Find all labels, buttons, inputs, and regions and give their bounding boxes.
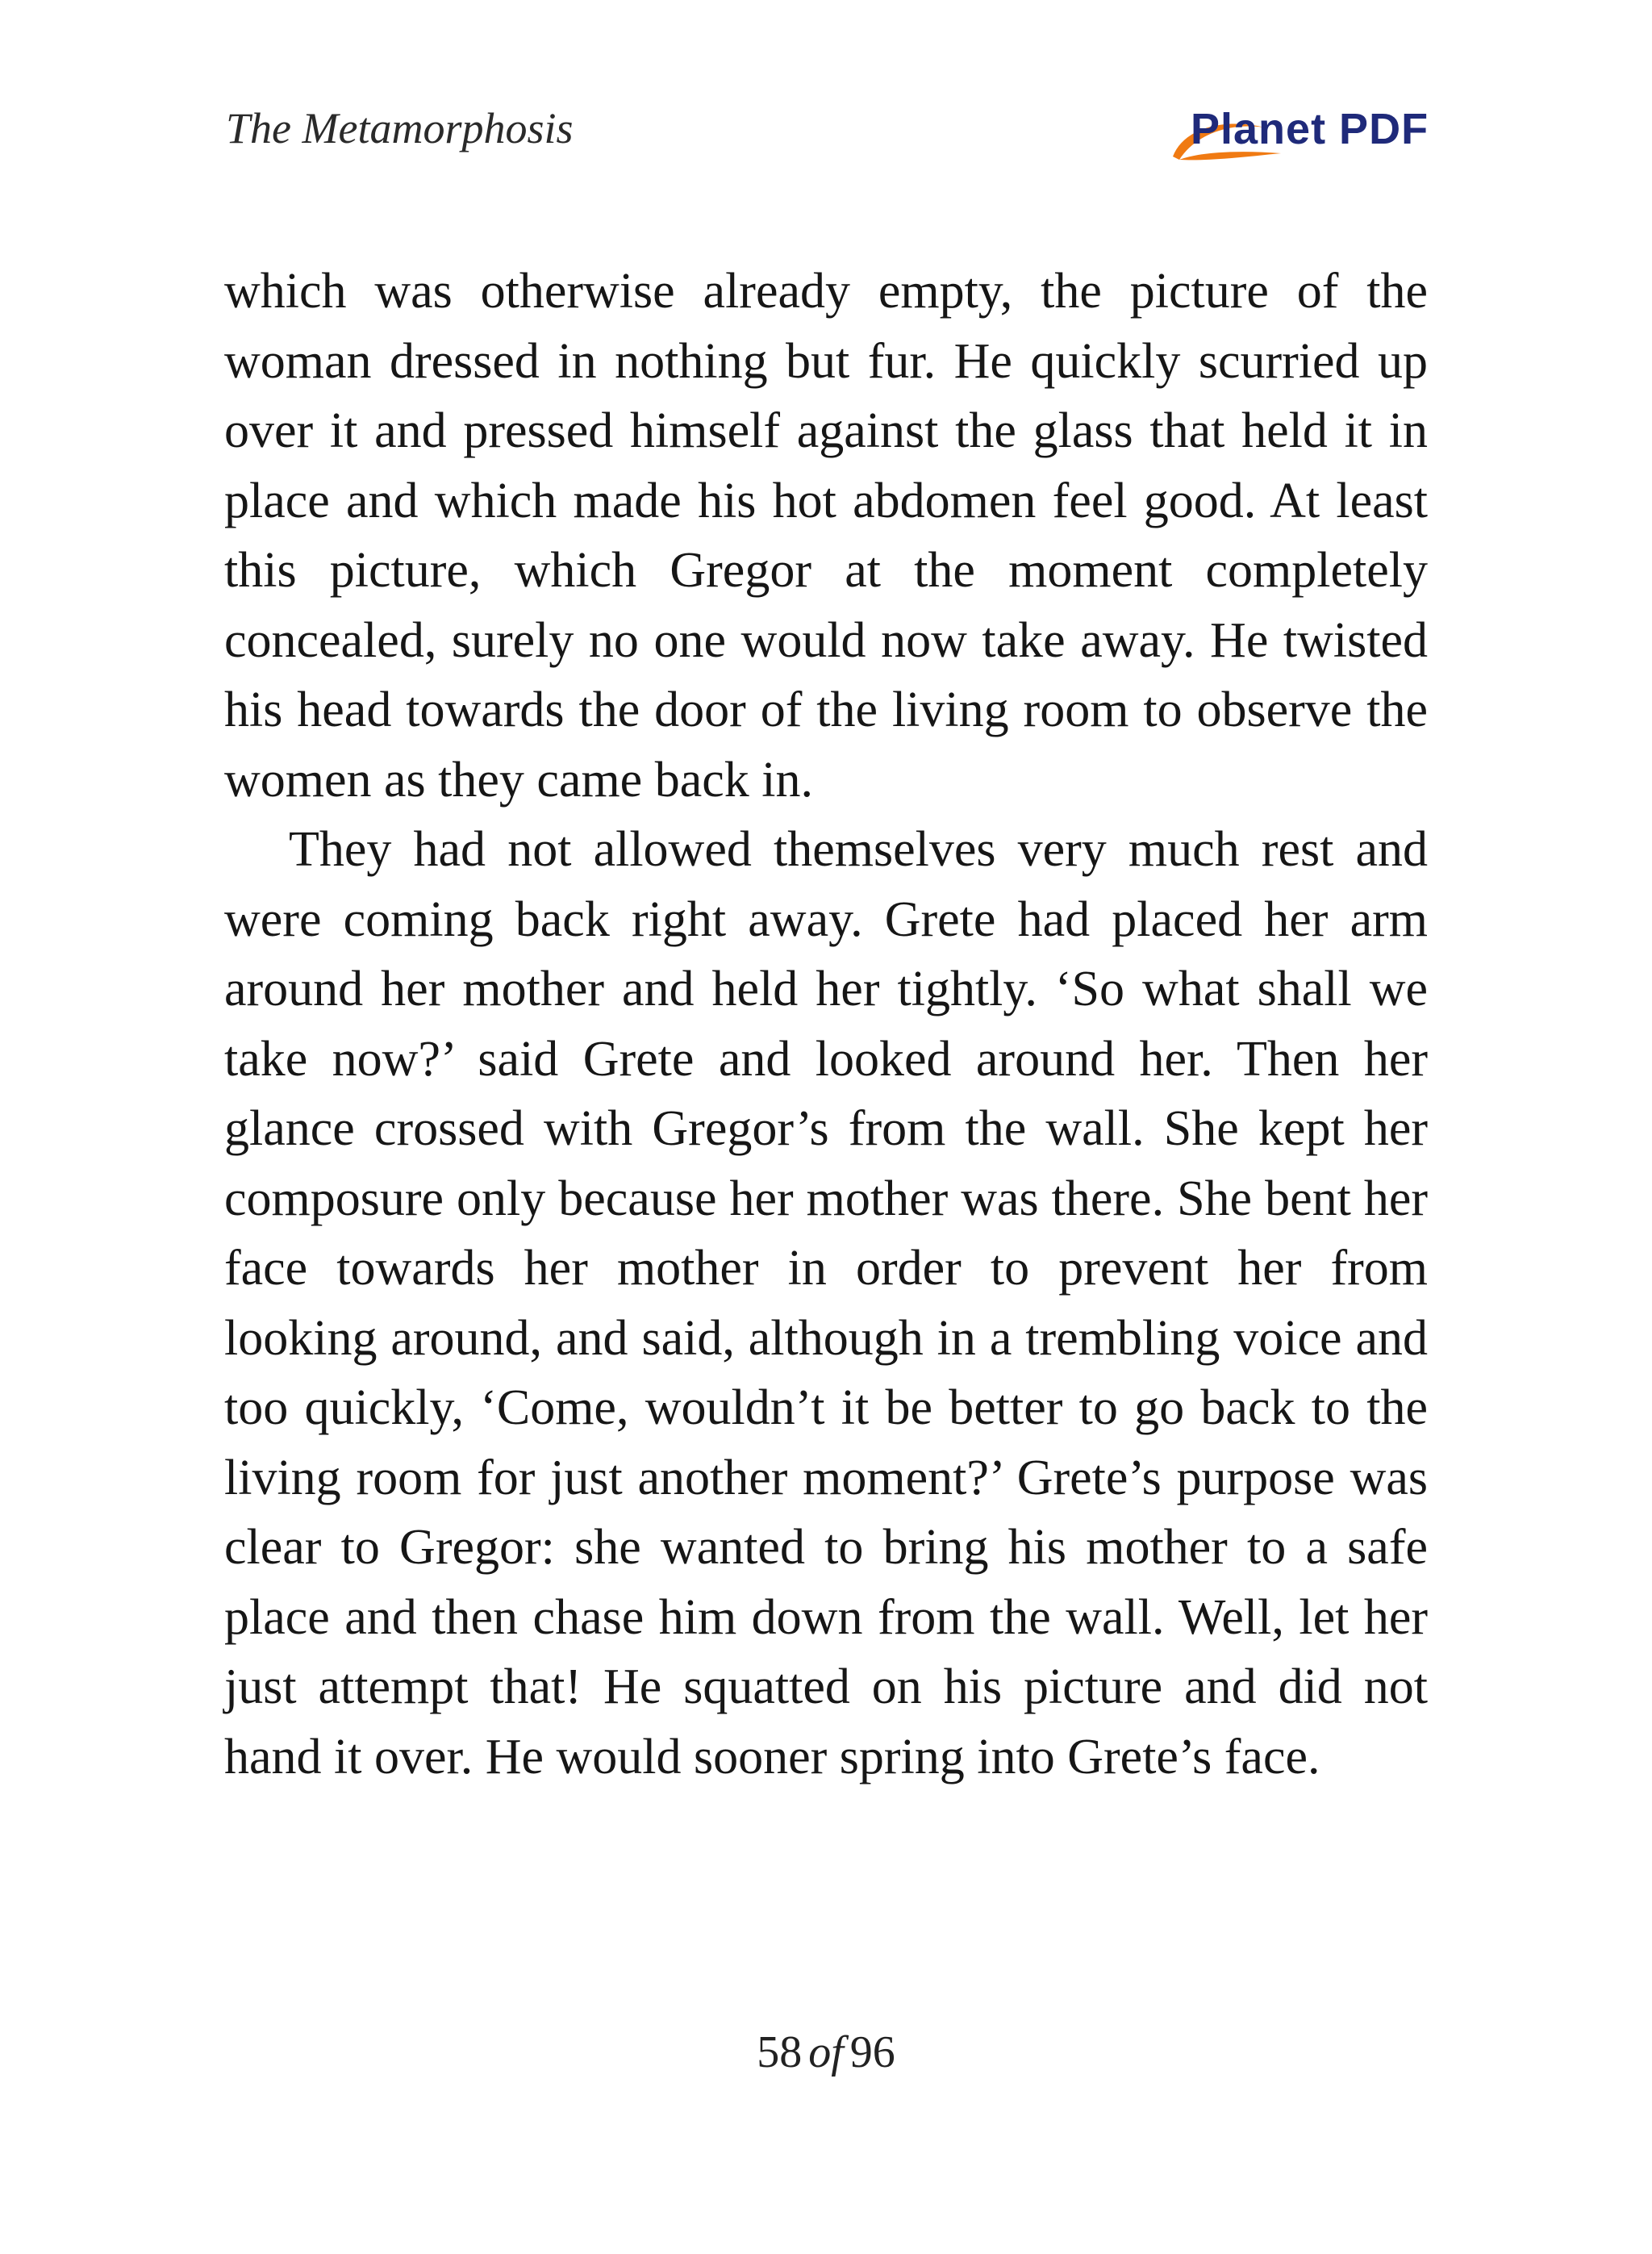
paragraph-2: They had not allowed themselves very much rest and were coming back right away. Grete had placed her arm around her mother and held her tightly. ‘So what shall we take now?’ said Grete and looked around her. Then her glance crossed with Gregor’s from the wall. She kept her composure only because her mother was there. She bent her face towards her mother in order to prevent her from looking around, and said, although in a trembling voice and too quickly, ‘Come, wouldn’t it be better to go back to the living room for just another moment?’ Grete’s purpose was clear to Gregor: she wanted to bring his mother to a safe place and then chase him down from the wall. Well, let her just attempt that! He squatted on his picture and did not hand it over. He would sooner spring into Grete’s face. [224, 822, 1428, 1784]
total-pages: 96 [849, 2027, 895, 2077]
page-body [224, 257, 1428, 1792]
current-page: 58 [757, 2027, 803, 2077]
book-title: The Metamorphosis [226, 104, 574, 152]
of-word: of [808, 2027, 844, 2077]
planet-pdf-logo [1168, 103, 1434, 168]
page-number [0, 2027, 1652, 2078]
logo-text: Planet PDF [1191, 105, 1429, 153]
paragraph-1: which was otherwise already empty, the picture of the woman dressed in nothing but fur. He quickly scurried up over it and pressed himself against the glass that held it in place and which made his hot abdomen feel good. At least this picture, which Gregor at the moment completely concealed, surely no one would now take away. He twisted his head towards the door of the living room to observe the women as they came back in. [224, 264, 1428, 808]
